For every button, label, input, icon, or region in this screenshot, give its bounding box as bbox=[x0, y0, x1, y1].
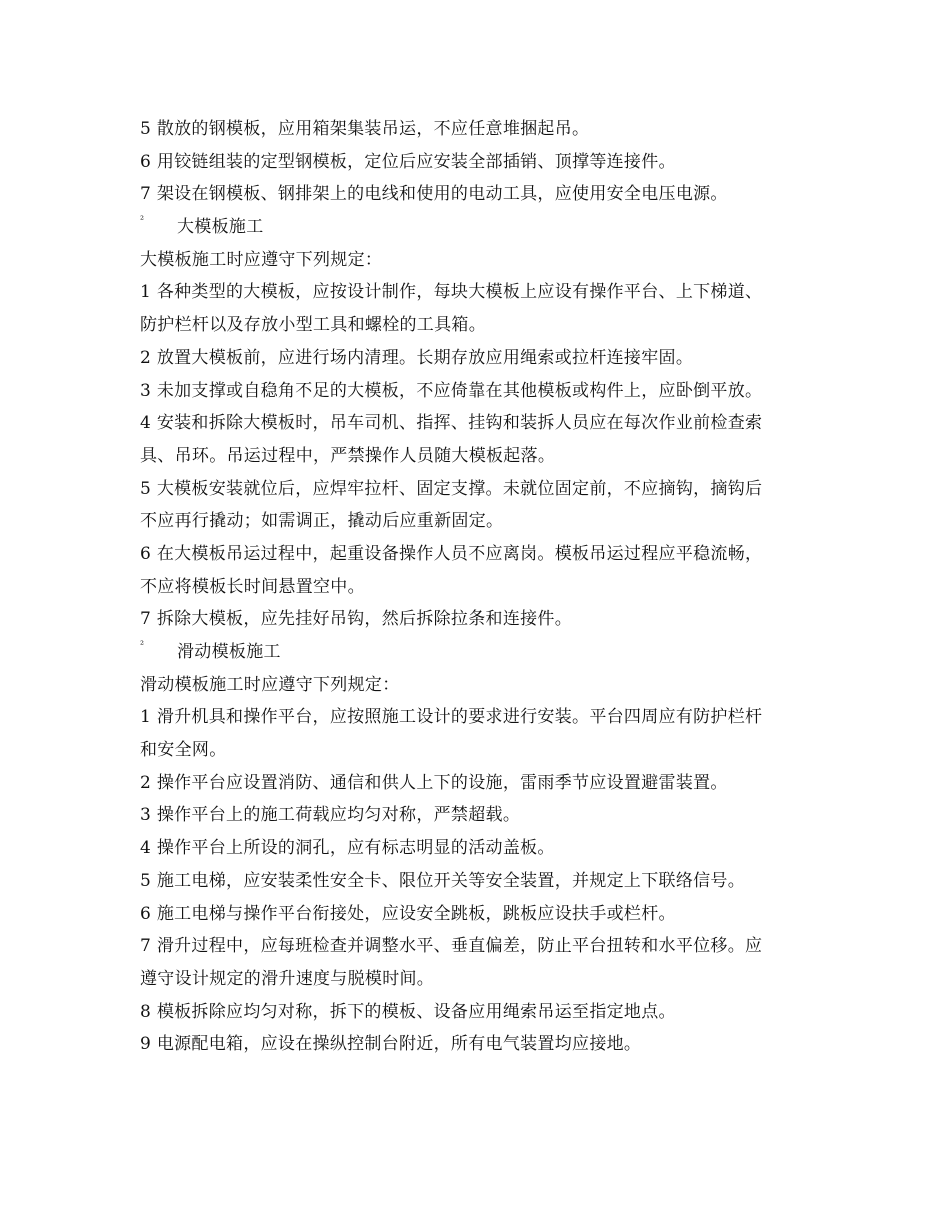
section-title: 大模板施工 bbox=[177, 217, 264, 238]
paragraph-line: 3 操作平台上的施工荷载应均匀对称，严禁超载。 bbox=[140, 805, 521, 826]
paragraph-line: 不应将模板长时间悬置空中。 bbox=[140, 576, 365, 597]
paragraph-line: 具、吊环。吊运过程中，严禁操作人员随大模板起落。 bbox=[140, 445, 556, 466]
paragraph-line: 6 用铰链组装的定型钢模板，定位后应安装全部插销、顶撑等连接件。 bbox=[140, 151, 676, 172]
paragraph-line: 9 电源配电箱，应设在操纵控制台附近，所有电气装置均应接地。 bbox=[140, 1034, 642, 1055]
paragraph-line: 2 放置大模板前，应进行场内清理。长期存放应用绳索或拉杆连接牢固。 bbox=[140, 347, 694, 368]
paragraph-line: 1 滑升机具和操作平台，应按照施工设计的要求进行安装。平台四周应有防护栏杆 bbox=[140, 707, 763, 728]
section-heading-large-formwork bbox=[140, 211, 820, 244]
paragraph-line: 5 散放的钢模板，应用箱架集装吊运，不应任意堆捆起吊。 bbox=[140, 119, 590, 139]
paragraph-line: 7 滑升过程中，应每班检查并调整水平、垂直偏差，防止平台扭转和水平位移。应 bbox=[140, 936, 763, 957]
paragraph-line: 4 安装和拆除大模板时，吊车司机、指挥、挂钩和装拆人员应在每次作业前检查索 bbox=[140, 413, 763, 434]
paragraph-line: 和安全网。 bbox=[140, 740, 227, 761]
bullet-marker: ² bbox=[140, 215, 145, 227]
document-page bbox=[140, 113, 820, 1061]
paragraph-line: 防护栏杆以及存放小型工具和螺栓的工具箱。 bbox=[140, 315, 486, 336]
section-intro: 大模板施工时应遵守下列规定： bbox=[140, 249, 383, 270]
paragraph-line: 7 架设在钢模板、钢排架上的电线和使用的电动工具，应使用安全电压电源。 bbox=[140, 184, 728, 205]
paragraph-line: 1 各种类型的大模板，应按设计制作，每块大模板上应设有操作平台、上下梯道、 bbox=[140, 282, 763, 303]
paragraph-line: 7 拆除大模板，应先挂好吊钩，然后拆除拉条和连接件。 bbox=[140, 609, 573, 630]
section-heading-slide-formwork bbox=[140, 636, 820, 669]
paragraph-line: 6 施工电梯与操作平台衔接处，应设安全跳板，跳板应设扶手或栏杆。 bbox=[140, 903, 676, 924]
paragraph-line: 遵守设计规定的滑升速度与脱模时间。 bbox=[140, 968, 435, 989]
paragraph-line: 4 操作平台上所设的洞孔，应有标志明显的活动盖板。 bbox=[140, 838, 555, 859]
paragraph-line: 5 施工电梯，应安装柔性安全卡、限位开关等安全装置，并规定上下联络信号。 bbox=[140, 870, 746, 891]
paragraph-line: 不应再行撬动；如需调正，撬动后应重新固定。 bbox=[140, 511, 504, 532]
section-intro: 滑动模板施工时应遵守下列规定： bbox=[140, 674, 400, 695]
paragraph-line: 3 未加支撑或自稳角不足的大模板，不应倚靠在其他模板或构件上，应卧倒平放。 bbox=[140, 380, 763, 401]
bullet-marker: ² bbox=[140, 640, 145, 652]
paragraph-line: 6 在大模板吊运过程中，起重设备操作人员不应离岗。模板吊运过程应平稳流畅， bbox=[140, 543, 763, 564]
paragraph-line: 2 操作平台应设置消防、通信和供人上下的设施，雷雨季节应设置避雷装置。 bbox=[140, 772, 728, 793]
section-title: 滑动模板施工 bbox=[177, 642, 281, 662]
paragraph-line: 5 大模板安装就位后，应焊牢拉杆、固定支撑。未就位固定前，不应摘钩，摘钩后 bbox=[140, 478, 763, 499]
paragraph-line: 8 模板拆除应均匀对称，拆下的模板、设备应用绳索吊运至指定地点。 bbox=[140, 1001, 676, 1022]
